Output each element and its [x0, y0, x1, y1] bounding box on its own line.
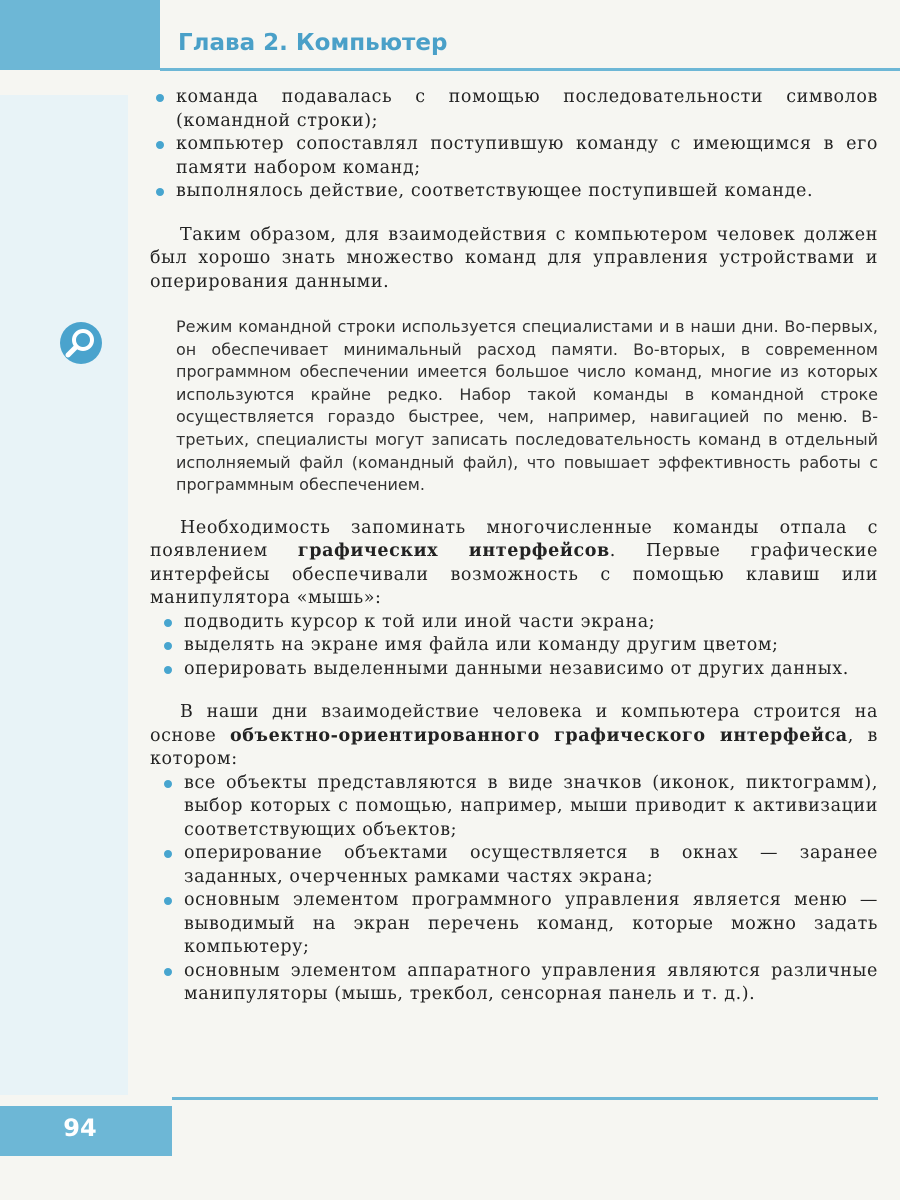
list-item: компьютер сопоставлял поступившую команду с имеющимся в его памяти набором команд;	[150, 133, 878, 180]
header-band	[0, 0, 160, 70]
bullet-icon	[164, 666, 172, 674]
term-oo-interface: объектно-ориентированного графического интерфейса	[230, 725, 848, 746]
list-item: выделять на экране имя файла или команду другим цветом;	[158, 634, 878, 658]
note-paragraph: Режим командной строки используется специалистами и в наши дни. Во-первых, он обеспечивает минимальный расход памяти. Во-вторых, в современном программном обеспечении имеется большое число команд, многие из которых используются крайне редко. Набор такой команды в командной строке осуществляется гораздо быстрее, чем, например, навигацией по меню. В-третьих, специалисты могут записать последовательность команд в отдельный исполняемый файл (командный файл), что повышает эффективность работы с программным обеспечением.	[176, 317, 878, 495]
bullet-list-graphical	[158, 611, 878, 682]
left-tint-band	[0, 95, 128, 1095]
paragraph-oo-interface: В наши дни взаимодействие человека и компьютера строится на основе объектно-ориентированного графического интерфейса, в котором:	[150, 702, 879, 770]
list-item: основным элементом программного управления является меню — выводимый на экран перечень команд, которые можно задать компьютеру;	[158, 889, 878, 960]
bullet-icon	[164, 642, 172, 650]
bullet-icon	[164, 897, 172, 905]
bullet-icon	[156, 141, 164, 149]
bullet-icon	[164, 619, 172, 627]
bullet-icon	[156, 94, 164, 102]
header-rule	[160, 68, 900, 71]
paragraph-commands: Таким образом, для взаимодействия с компьютером человек должен был хорошо знать множество команд для управления устройствами и оперирования данными.	[150, 224, 878, 292]
bullet-icon	[164, 968, 172, 976]
magnifier-icon	[60, 322, 102, 364]
bullet-icon	[164, 850, 172, 858]
paragraph-graphical-interfaces: Необходимость запоминать многочисленные команды отпала с появлением графических интерфейсов. Первые графические интерфейсы обеспечивали возможность с помощью клавиш или манипулятора «мышь»:	[150, 517, 878, 609]
bullet-list-command-line	[150, 86, 878, 204]
page-number: 94	[63, 1114, 97, 1142]
list-item: оперирование объектами осуществляется в окнах — заранее заданных, очерченных рамками частях экрана;	[158, 842, 878, 889]
list-item: все объекты представляются в виде значков (иконок, пиктограмм), выбор которых с помощью, например, мыши приводит к активизации соответствующих объектов;	[158, 772, 878, 843]
bullet-icon	[156, 188, 164, 196]
list-item: оперировать выделенными данными независимо от других данных.	[158, 658, 878, 682]
list-item: подводить курсор к той или иной части экрана;	[158, 611, 878, 635]
page-content	[150, 86, 878, 1007]
list-item: выполнялось действие, соответствующее поступившей команде.	[150, 180, 878, 204]
bullet-list-oo-interface	[158, 772, 878, 1007]
list-item: команда подавалась с помощью последовательности символов (командной строки);	[150, 86, 878, 133]
term-graphical-interfaces: графических интерфейсов	[297, 541, 610, 562]
chapter-title: Глава 2. Компьютер	[178, 30, 448, 56]
bullet-icon	[164, 780, 172, 788]
list-item: основным элементом аппаратного управления являются различные манипуляторы (мышь, трекбол, сенсорная панель и т. д.).	[158, 960, 878, 1007]
footer-rule	[172, 1097, 878, 1100]
